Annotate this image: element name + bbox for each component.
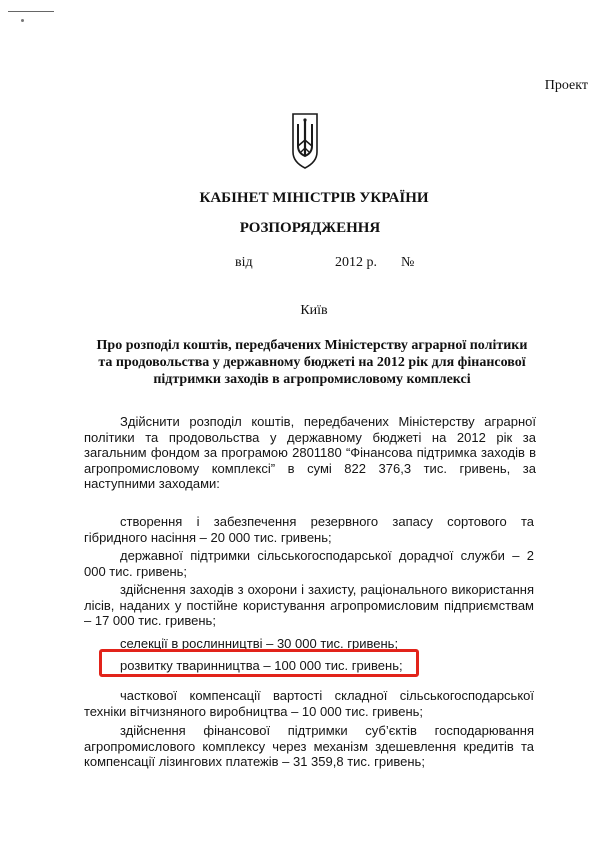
list-item: державної підтримки сільськогосподарської дорадчої служби – 2 000 тис. гривень; <box>84 548 534 579</box>
organization-heading: КАБІНЕТ МІНІСТРІВ УКРАЇНИ <box>199 190 429 206</box>
list-item-highlighted: розвитку тваринництва – 100 000 тис. гривень; <box>120 658 403 673</box>
document-type-heading: РОЗПОРЯДЖЕННЯ <box>239 220 381 236</box>
list-item: здійснення фінансової підтримки суб’єктів господарювання агропромислового комплексу через механізм здешевлення кредитів та компенсації лізингових платежів – 31 359,8 тис. гривень; <box>84 723 534 769</box>
document-title: Про розподіл коштів, передбачених Міністерству аграрної політики та продовольства у державному бюджеті на 2012 рік для фінансової підтримки заходів в агропромисловому комплексі <box>96 338 528 387</box>
list-item: створення і забезпечення резервного запасу сортового та гібридного насіння – 20 000 тис. гривень; <box>84 514 534 545</box>
number-sign: № <box>401 255 415 270</box>
draft-label: Проект <box>544 78 588 93</box>
intro-paragraph: Здійснити розподіл коштів, передбачених Міністерству аграрної політики та продовольства у державному бюджеті на 2012 рік за загальним фондом за програмою 2801180 “Фінансова підтримка заходів в агропромисловому комплексі” в сумі 822 376,3 тис. гривень, за наступними заходами: <box>84 414 536 491</box>
list-item: здійснення заходів з охорони і захисту, раціонального використання лісів, наданих у постійне користування агропромисловим підприємствам – 17 000 тис. гривень; <box>84 582 534 628</box>
trident-emblem-icon <box>289 112 321 170</box>
scan-artifact-dot <box>21 19 24 22</box>
date-year: 2012 р. <box>335 255 377 270</box>
city-label: Київ <box>300 303 328 318</box>
scan-artifact-line <box>8 11 54 12</box>
list-item: селекції в рослинництві – 30 000 тис. гривень; <box>120 636 399 651</box>
highlight-box <box>99 649 419 677</box>
date-prefix: від <box>235 255 253 270</box>
list-item: часткової компенсації вартості складної сільськогосподарської техніки вітчизняного виробництва – 10 000 тис. гривень; <box>84 688 534 719</box>
